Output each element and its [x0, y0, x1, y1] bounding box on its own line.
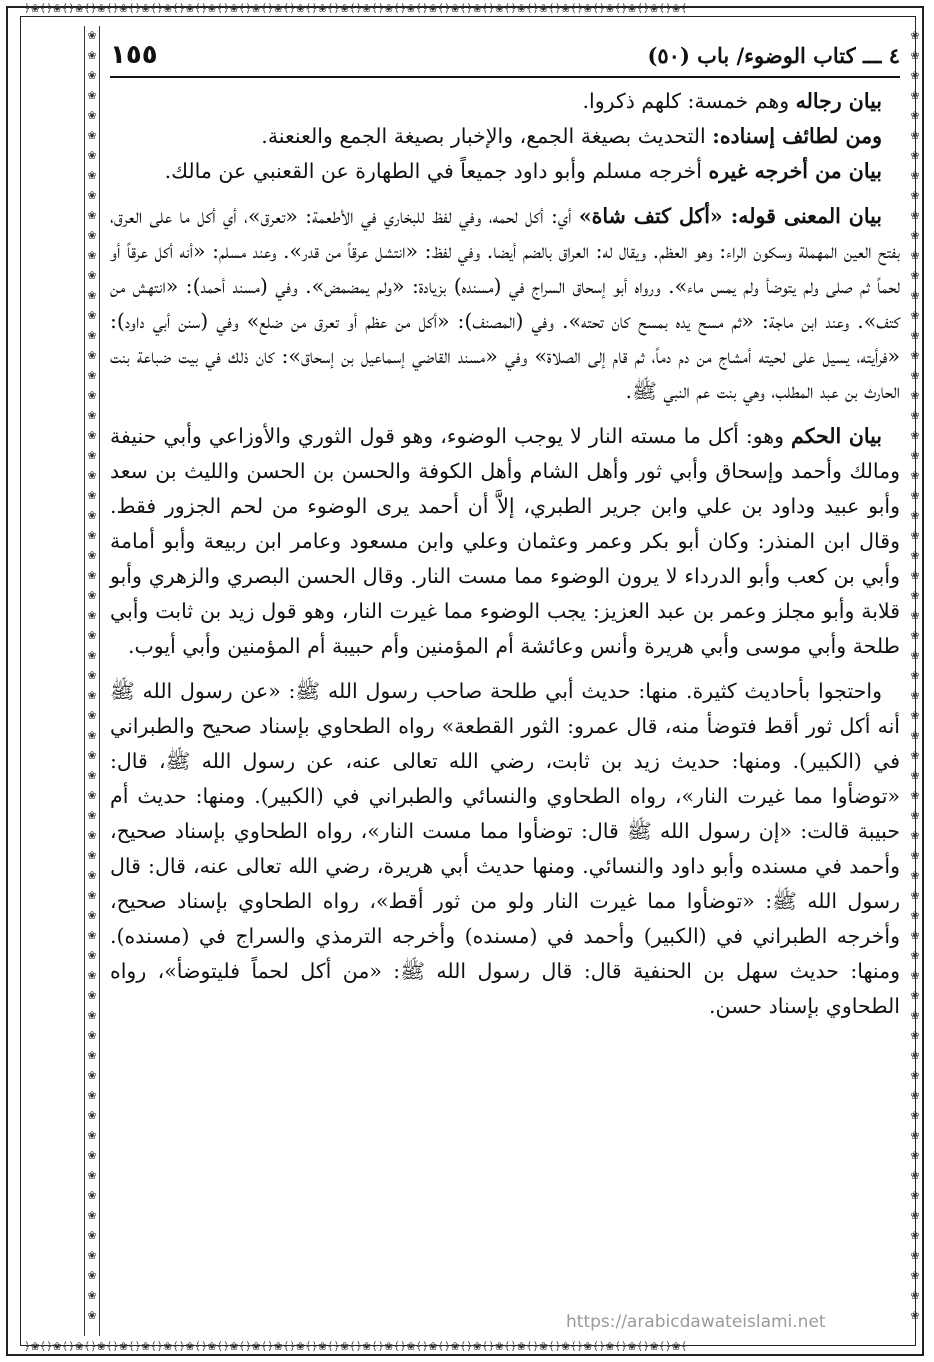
- chapter-title: ٤ ـــ كتاب الوضوء/ باب (٥٠): [647, 43, 900, 68]
- right-ornament-border: ❀❀❀❀❀❀❀❀❀❀❀❀❀❀❀❀❀❀❀❀❀❀❀❀❀❀❀❀❀❀❀❀❀❀❀❀❀❀❀❀❀❀❀❀❀❀❀❀❀❀❀❀❀❀❀❀❀❀❀❀❀❀❀❀❀: [910, 29, 920, 1322]
- paragraph-other-narrators: [110, 154, 900, 189]
- paragraph-ruling: [110, 419, 900, 664]
- paragraph-isnad-subtleties: [110, 119, 900, 154]
- paragraph-label: بيان رجاله: [795, 89, 882, 113]
- paragraph-label: بيان الحكم: [791, 424, 883, 448]
- paragraph-narrators: [110, 84, 900, 119]
- watermark-url: https://arabicdawateislami.net: [566, 1312, 826, 1332]
- paragraph-evidence: [110, 674, 900, 1024]
- page-content: [110, 40, 900, 1330]
- top-ornament-border: ﴿❀﴾﴿❀﴾﴿❀﴾﴿❀﴾﴿❀﴾﴿❀﴾﴿❀﴾﴿❀﴾﴿❀﴾﴿❀﴾﴿❀﴾﴿❀﴾﴿❀﴾﴿❀﴾﴿❀﴾﴿❀﴾﴿❀﴾﴿❀﴾﴿❀﴾﴿❀﴾﴿❀﴾﴿❀﴾﴿❀﴾﴿❀﴾﴿❀﴾﴿❀﴾﴿❀﴾﴿❀﴾﴿❀﴾﴿❀﴾: [24, 2, 688, 15]
- bottom-ornament-border: ﴿❀﴾﴿❀﴾﴿❀﴾﴿❀﴾﴿❀﴾﴿❀﴾﴿❀﴾﴿❀﴾﴿❀﴾﴿❀﴾﴿❀﴾﴿❀﴾﴿❀﴾﴿❀﴾﴿❀﴾﴿❀﴾﴿❀﴾﴿❀﴾﴿❀﴾﴿❀﴾﴿❀﴾﴿❀﴾﴿❀﴾﴿❀﴾﴿❀﴾﴿❀﴾﴿❀﴾﴿❀﴾﴿❀﴾﴿❀﴾: [24, 1340, 688, 1353]
- paragraph-text: واحتجوا بأحاديث كثيرة. منها: حديث أبي طلحة صاحب رسول الله ﷺ: «عن رسول الله ﷺ أنه أكل ثور أقط فتوضأ منه، قال عمرو: الثور القطعة» رواه الطحاوي بإسناد صحيح والطبراني في (الكبير). ومنها: حديث زيد بن ثابت، رضي الله تعالى عنه، عن رسول الله ﷺ، قال: «توضأوا مما غيرت النار»، رواه الطحاوي والنسائي والطبراني في (الكبير). ومنها: حديث أم حبيبة قالت: «إن رسول الله ﷺ قال: توضأوا مما مست النار»، رواه الطحاوي بإسناد صحيح، وأحمد في مسنده وأبو داود والنسائي. ومنها حديث أبي هريرة، رضي الله تعالى عنه، قال: قال رسول الله ﷺ: «توضأوا مما غيرت النار ولو من ثور أقط»، رواه الطحاوي بإسناد صحيح، وأخرجه الطبراني في (الكبير) وأحمد في (مسنده) وأخرجه الترمذي والسراج في (مسنده). ومنها: حديث سهل بن الحنفية قال: قال رسول الله ﷺ: «من أكل لحماً فليتوضأ»، رواه الطحاوي بإسناد حسن.: [110, 679, 900, 1018]
- paragraph-meaning: [110, 199, 900, 409]
- paragraph-label: بيان من أخرجه غيره: [708, 159, 882, 183]
- paragraph-text: وهم خمسة: كلهم ذكروا.: [582, 89, 796, 113]
- page-number: ١٥٥: [110, 40, 158, 70]
- running-header: [110, 40, 900, 78]
- paragraph-label: ومن لطائف إسناده:: [712, 124, 882, 148]
- left-ornament-border: ❀❀❀❀❀❀❀❀❀❀❀❀❀❀❀❀❀❀❀❀❀❀❀❀❀❀❀❀❀❀❀❀❀❀❀❀❀❀❀❀❀❀❀❀❀❀❀❀❀❀❀❀❀❀❀❀❀❀❀❀❀❀❀❀❀: [84, 26, 100, 1336]
- paragraph-text: التحديث بصيغة الجمع، والإخبار بصيغة الجمع والعنعنة.: [261, 124, 713, 148]
- paragraph-text: وهو: أكل ما مسته النار لا يوجب الوضوء، وهو قول الثوري والأوزاعي وأبي حنيفة ومالك وأحمد وإسحاق وأبي ثور وأهل الشام وأهل الكوفة والحسن بن الحسن والليث بن سعد وأبو عبيد وداود بن علي وابن جرير الطبري، إلاَّ أن أحمد يرى الوضوء من لحم الجزور فقط. وقال ابن المنذر: وكان أبو بكر وعمر وعثمان وعلي وابن مسعود وعامر ابن ربيعة وأبو أمامة وأبي بن كعب وأبو الدرداء لا يرون الوضوء مما مست النار. وقال الحسن البصري والزهري وأبو قلابة وأبو مجلز وعمر بن عبد العزيز: يجب الوضوء مما غيرت النار، وهو قول زيد بن ثابت وأبي طلحة وأبي موسى وأبي هريرة وأنس وعائشة أم المؤمنين وأم حبيبة أم المؤمنين وأبي أيوب.: [110, 424, 900, 658]
- paragraph-label: بيان المعنى قوله: «أكل كتف شاة»: [578, 204, 882, 228]
- paragraph-text: أي: أكل لحمه، وفي لفظ للبخاري في الأطعمة: «تعرق»، أي أكل ما على العرق، بفتح العين المهملة وسكون الراء: وهو العظم. ويقال له: العراق بالضم أيضا. وفي لفظ: «انتشل عرقاً من قدر». وعند مسلم: «أنه أكل عرقاً أو لحماً ثم صلى ولم يتوضأ ولم يمس ماء». ورواه أبو إسحاق السراج في (مسنده) بزيادة: «ولم يمضمض». وفي (مسند أحمد): «انتهش من كتف». وعند ابن ماجة: «ثم مسح يده بمسح كان تحته». وفي (المصنف): «أكل من عظم أو تعرق من ضلع» وفي (سنن أبي داود): «فرأيته، يسيل على لحيته أمشاج من دم دماً، ثم قام إلى الصلاة» وفي «مسند القاضي إسماعيل بن إسحاق»: كان ذلك في بيت ضباعة بنت الحارث بن عبد المطلب، وهي بنت عم النبي ﷺ.: [110, 204, 901, 403]
- paragraph-text: أخرجه مسلم وأبو داود جميعاً في الطهارة عن القعنبي عن مالك.: [164, 159, 709, 183]
